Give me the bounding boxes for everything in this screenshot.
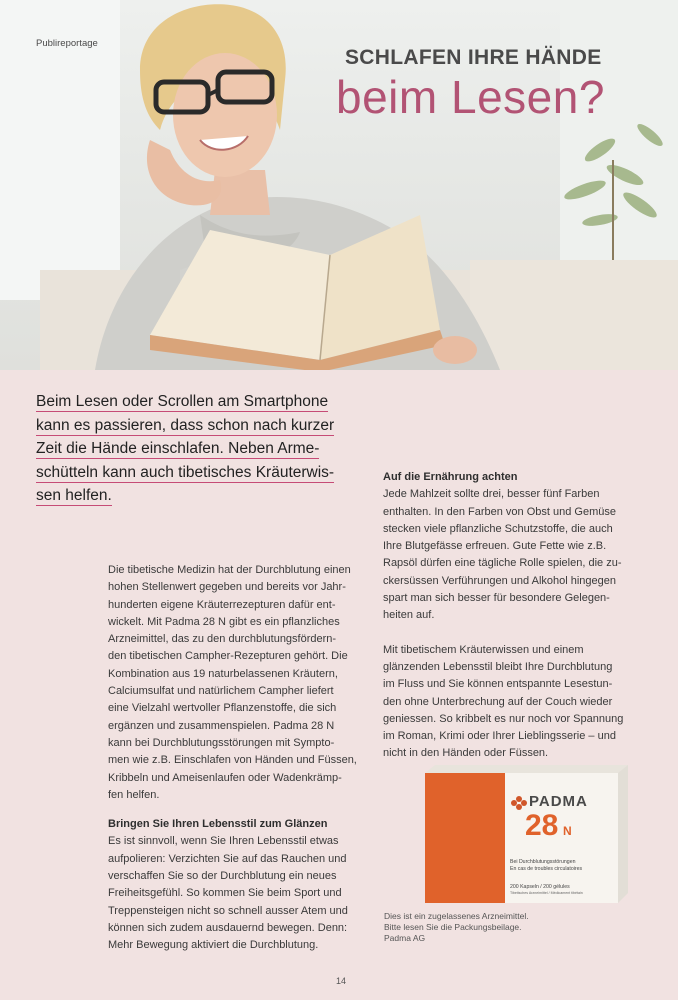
body-line: Kribbeln und Ameisenlaufen oder Wadenkrämp- — [108, 771, 342, 784]
header-photo — [0, 0, 678, 370]
product-pack: 200 Kapseln / 200 gélules — [510, 884, 570, 890]
lead-line: Zeit die Hände einschlafen. Neben Arme- — [36, 440, 320, 457]
lead-line: Beim Lesen oder Scrollen am Smartphone — [36, 393, 329, 410]
body-line: im Fluss und Sie können entspannte Lesestun- — [383, 678, 613, 691]
body-line: im Roman, Krimi oder Ihrer Lieblingsserie – und — [383, 730, 616, 743]
right-column — [383, 469, 645, 763]
body-line: nicht in den Händen oder Füssen. — [383, 747, 549, 760]
body-line: Freiheitsgefühl. So kommen Sie beim Sport und — [108, 887, 342, 900]
body-line: glänzenden Lebensstil bleibt Ihre Durchblutung — [383, 660, 613, 673]
padma-box-illustration — [425, 765, 628, 903]
page-number: 14 — [335, 976, 346, 986]
body-line: eine Vielzahl wertvoller Pflanzenstoffe, die sich — [108, 702, 337, 715]
body-line: spart man sich besser für besondere Gelegen- — [383, 592, 610, 605]
lead-line: schütteln kann auch tibetisches Kräuterwis- — [36, 463, 335, 481]
product-brand: PADMA — [529, 793, 588, 810]
body-line: hunderten eigene Kräuterrezepturen dafür ent- — [108, 598, 336, 611]
body-line: Es ist sinnvoll, wenn Sie Ihren Lebensstil etwas — [108, 835, 339, 848]
disclaimer-line: Dies ist ein zugelassenes Arzneimittel. — [384, 911, 529, 921]
body-line: den tibetischen Campher-Rezepturen gehört. Die — [108, 650, 348, 663]
body-line: Kombination aus 19 naturbelassenen Kräutern, — [108, 667, 338, 680]
body-line: stecken viele pflanzliche Schutzstoffe, die auch — [383, 522, 613, 535]
body-line: Calciumsulfat und natürlichem Campher liefert — [108, 685, 334, 698]
body-line: aufpolieren: Verzichten Sie auf das Rauchen und — [108, 852, 347, 865]
body-line: verschaffen Sie so der Durchblutung ein neues — [108, 870, 337, 883]
body-line: Treppensteigen nicht so schnell ausser Atem und — [108, 904, 348, 917]
body-line: geniessen. So kribbelt es nur noch vor Spannung — [383, 712, 624, 725]
body-line: men wie z.B. Einschlafen von Händen und Füssen, — [108, 754, 357, 767]
lead-line: kann es passieren, dass schon nach kurzer — [36, 416, 335, 434]
body-line: hohen Stellenwert gegeben und bereits vor Jahr- — [108, 581, 346, 594]
section-subheading: Bringen Sie Ihren Lebensstil zum Glänzen — [108, 818, 328, 831]
product-desc-fr: En cas de troubles circulatoires — [510, 866, 583, 872]
disclaimer-line: Bitte lesen Sie die Packungsbeilage. — [384, 922, 522, 932]
headline-main: beim Lesen? — [336, 71, 605, 123]
body-line: enthalten. In den Farben von Obst und Gemüse — [383, 505, 616, 518]
lead-line: sen helfen. — [36, 487, 112, 504]
body-line: fen helfen. — [108, 788, 160, 801]
product-pack-small: Tibetisches Arzneimittel / Médicament tibétain — [510, 891, 583, 895]
body-line: können sich zudem ausdauernd bewegen. Denn: — [108, 921, 348, 934]
body-line: Rapsöl dürfen eine tägliche Rolle spielen, die zu- — [383, 557, 622, 570]
body-line: kann bei Durchblutungsstörungen mit Sympto- — [108, 736, 335, 749]
left-column — [108, 562, 370, 955]
body-line: Die tibetische Medizin hat der Durchblutung einen — [108, 564, 351, 576]
body-line: heiten auf. — [383, 609, 435, 622]
body-line: Arzneimittel, das zu den durchblutungsfördern- — [108, 633, 337, 646]
headline-top: SCHLAFEN IHRE HÄNDE — [345, 46, 602, 69]
product-package — [425, 765, 628, 903]
body-line: Mehr Bewegung aktiviert die Durchblutung. — [108, 939, 319, 952]
section-subheading: Auf die Ernährung achten — [383, 471, 518, 483]
body-line: Mit tibetischem Kräuterwissen und einem — [383, 643, 584, 656]
body-line: ergänzen und zusammenspielen. Padma 28 N — [108, 719, 335, 732]
disclaimer — [384, 911, 624, 944]
body-line: ckersüssen Verführungen und Alkohol hingegen — [383, 574, 617, 587]
body-line: den ohne Unterbrechung auf der Couch wieder — [383, 695, 613, 708]
body-line: Jede Mahlzeit sollte drei, besser fünf Farben — [383, 488, 600, 501]
disclaimer-line: Padma AG — [384, 933, 426, 943]
category-label: Publireportage — [36, 38, 98, 49]
product-number: 28 — [525, 809, 559, 842]
body-line: wickelt. Mit Padma 28 N gibt es ein pflanzliches — [108, 615, 340, 628]
product-suffix: N — [563, 824, 572, 838]
body-line: Ihre Blutgefässe erfreuen. Gute Fette wie z.B. — [383, 540, 607, 553]
product-desc-de: Bei Durchblutungsstörungen — [510, 859, 576, 865]
lead-paragraph — [36, 390, 358, 508]
